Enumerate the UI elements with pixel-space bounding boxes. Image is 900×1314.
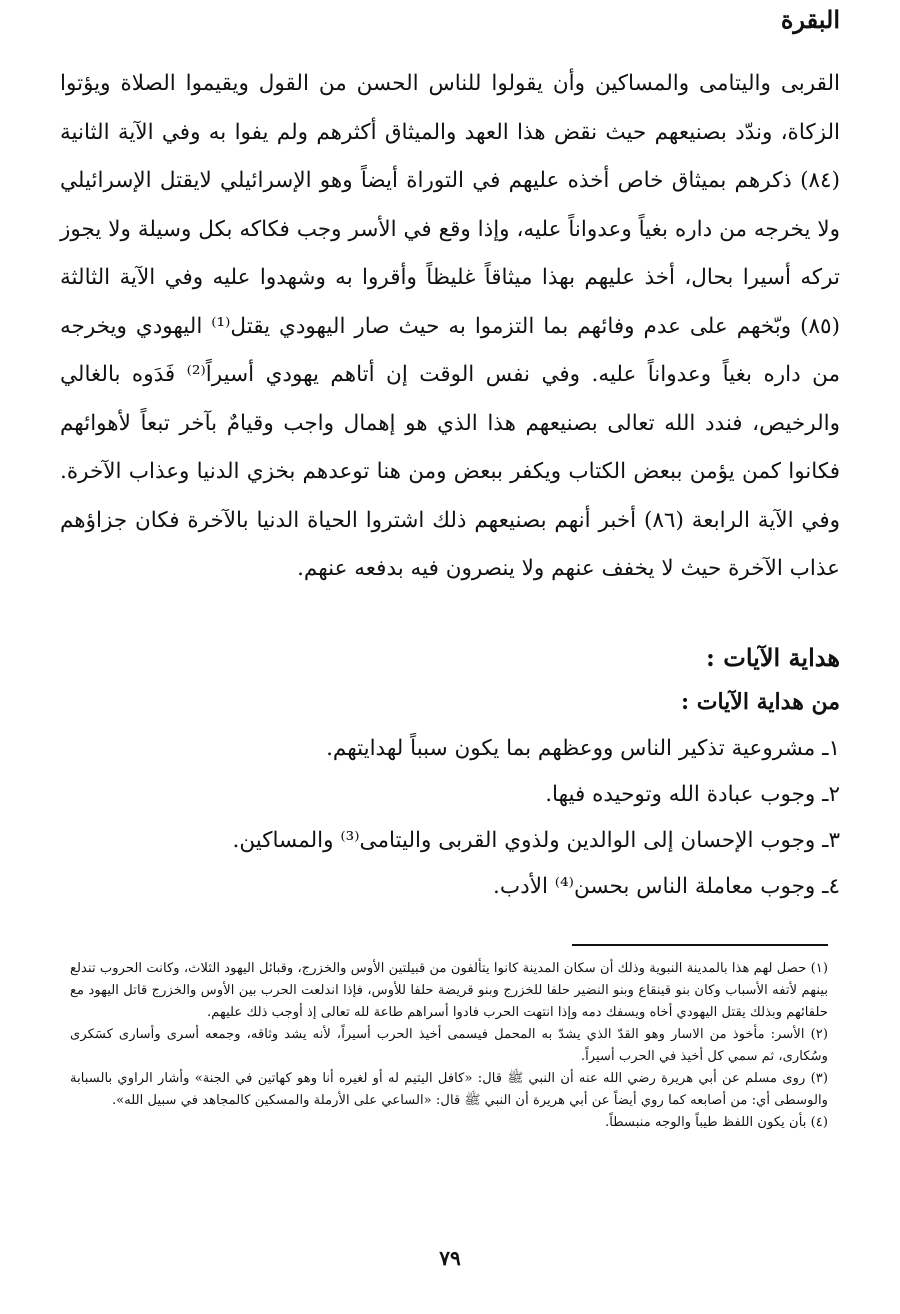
commentary-text xyxy=(60,60,840,594)
footnote: (٣) روى مسلم عن أبي هريرة رضي الله عنه أن النبي ﷺ قال: «كافل اليتيم له أو لغيره أنا وهو كهاتين في الجنة» وأشار الراوي بالسبابة والوسطى أي: من أصابعه كما روي أيضاً عن أبي هريرة أن النبي ﷺ قال: «الساعي على الأرملة والمسكين كالمجاهد في سبيل الله». xyxy=(70,1071,828,1108)
footnote: (٤) بأن يكون اللفظ طيباً والوجه منبسطاً. xyxy=(605,1115,828,1130)
footnote: (١) حصل لهم هذا بالمدينة النبوية وذلك أن سكان المدينة كانوا يتألفون من قبيلتين الأوس والخزرج، وقبائل اليهود الثلاث، وكانت الحروب تندلع بينهم لأتفه الأسباب وكان بنو قينقاع وبنو النضير حلفا للخزرج وبنو قريضة حلفا للأوس، فإذا اندلعت الحرب بين الأوس والخزرج قاتل اليهود مع حلفائهم وبذلك يقتل اليهودي أخاه ويسفك دمه وإذا انتهت الحرب فادوا أسراهم طاعة لله تعالى إذ أوجب ذلك عليهم. xyxy=(70,961,828,1020)
footnotes xyxy=(70,958,828,1134)
footnote-divider xyxy=(572,944,828,946)
section-subheading: من هداية الآيات : xyxy=(680,689,840,715)
page-number: ٧٩ xyxy=(439,1246,461,1270)
footnote: (٢) الأسر: مأخوذ من الاسار وهو القدّ الذي يشدّ به المحمل فيسمى أخيذ الحرب أسيراً، لأنه يشد وثاقه، وجمعه أسرى وأسارى كسَكرى وسُكارى، ثم سمي كل أخيذ في الحرب أسيراً. xyxy=(70,1027,828,1064)
lesson-item: ٢ـ وجوب عبادة الله وتوحيده فيها. xyxy=(545,782,840,807)
lessons-list xyxy=(60,726,840,910)
section-heading: هداية الآيات : xyxy=(706,643,840,672)
lesson-item: ٣ـ وجوب الإحسان إلى الوالدين ولذوي القربى واليتامى⁽³⁾ والمساكين. xyxy=(232,828,840,853)
lesson-item: ٤ـ وجوب معاملة الناس بحسن⁽⁴⁾ الأدب. xyxy=(493,874,840,899)
running-title: البقرة xyxy=(780,5,840,34)
commentary-paragraph: القربى واليتامى والمساكين وأن يقولوا للناس الحسن من القول ويقيموا الصلاة ويؤتوا الزكاة، وندّد بصنيعهم حيث نقض هذا العهد والميثاق أكثرهم ولم يفوا به وفي الآية الثانية (٨٤) ذكرهم بميثاق خاص أخذه عليهم في التوراة أيضاً وهو الإسرائيلي لايقتل الإسرائيلي ولا يخرجه من داره بغياً وعدواناً عليه، وإذا وقع في الأسر وجب فكاكه بكل وسيلة ولا يجوز تركه أسيرا بحال، أخذ عليهم بهذا ميثاقاً غليظاً وأقروا به وشهدوا عليه وفي الآية الثالثة (٨٥) وبّخهم على عدم وفائهم بما التزموا به حيث صار اليهودي يقتل⁽¹⁾ اليهودي ويخرجه من داره بغياً وعدواناً عليه. وفي نفس الوقت إن أتاهم يهودي أسيراً⁽²⁾ فَدَوه بالغالي والرخيص، فندد الله تعالى بصنيعهم هذا الذي هو إهمال واجب وقيامٌ بآخر تبعاً لأهوائهم فكانوا كمن يؤمن ببعض الكتاب ويكفر ببعض ومن هنا توعدهم بخزي الدنيا وعذاب الآخرة. وفي الآية الرابعة (٨٦) أخبر أنهم بصنيعهم ذلك اشتروا الحياة الدنيا بالآخرة فكان جزاؤهم عذاب الآخرة حيث لا يخفف عنهم ولا ينصرون فيه بدفعه عنهم. xyxy=(60,71,840,581)
lesson-item: ١ـ مشروعية تذكير الناس ووعظهم بما يكون سبباً لهدايتهم. xyxy=(326,736,840,761)
